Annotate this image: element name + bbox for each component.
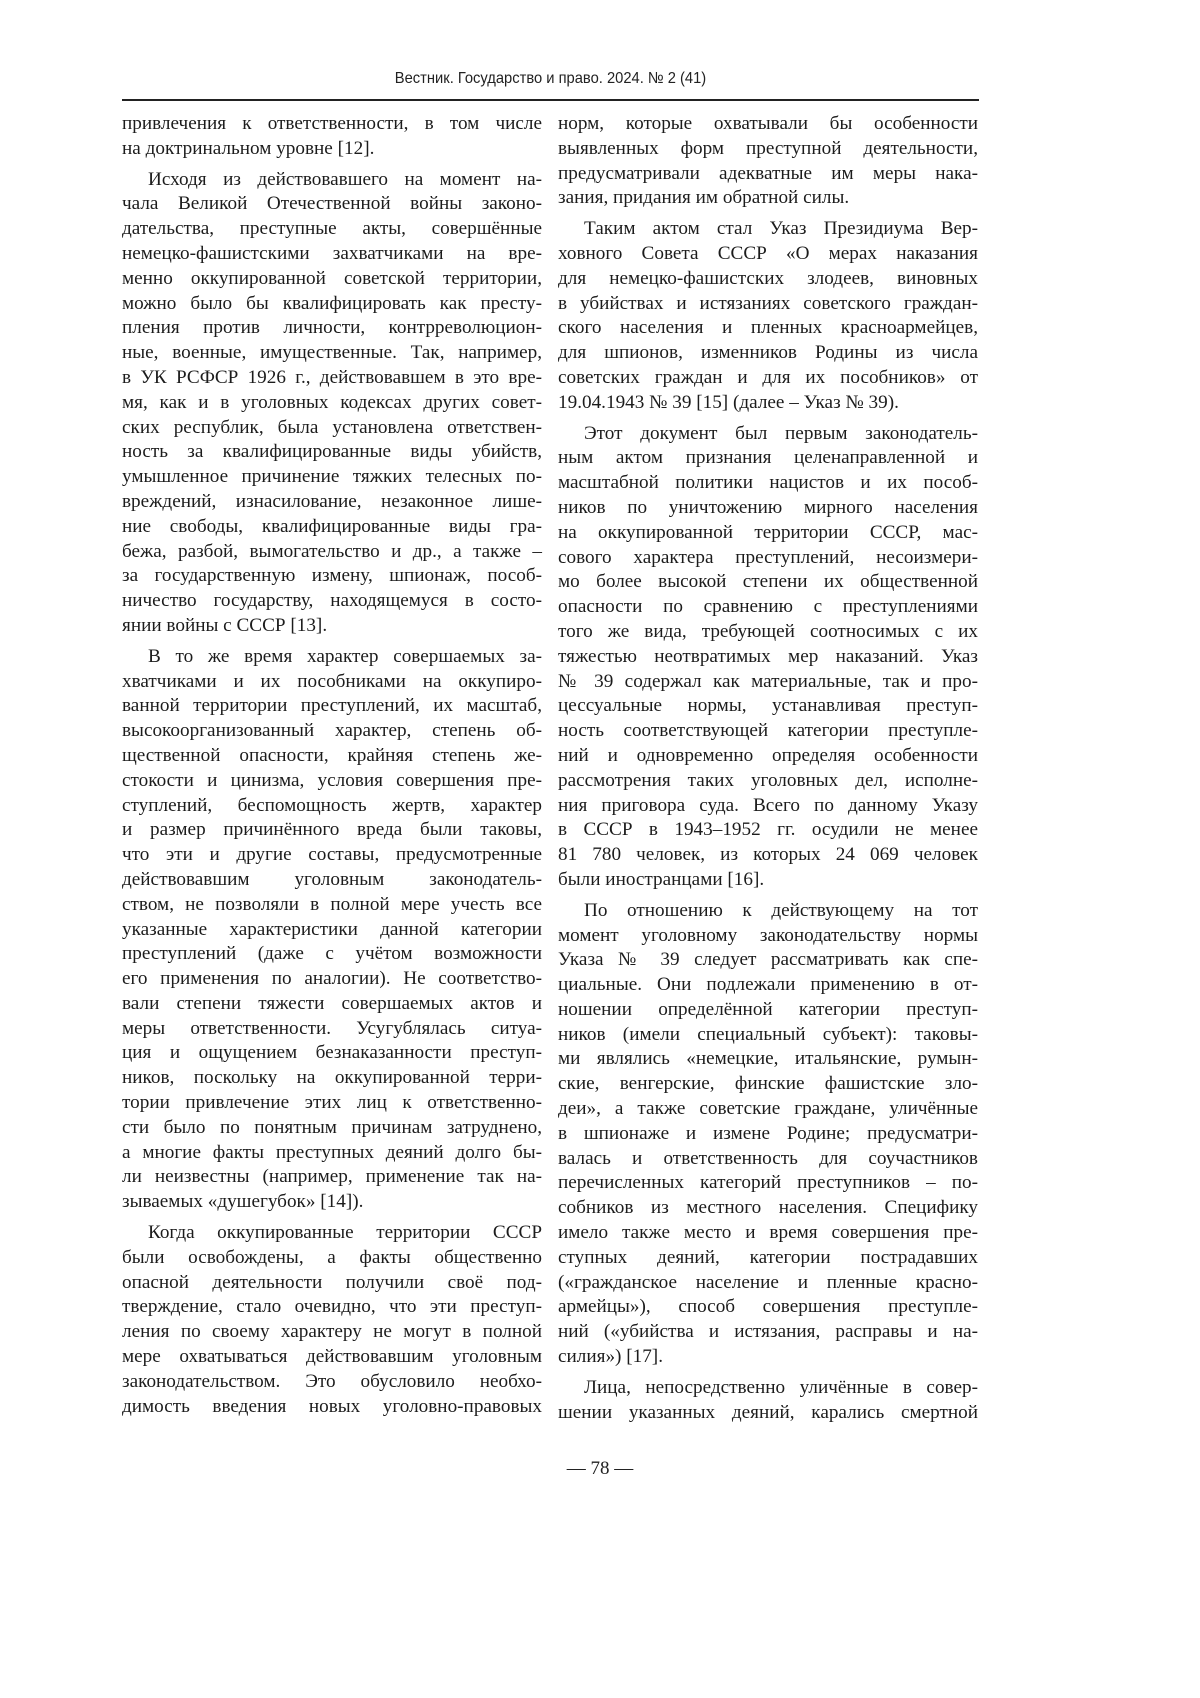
paragraph — [122, 168, 542, 639]
text-line: немецко-фашистскими захватчиками на вре- — [122, 242, 542, 267]
text-line: вали степени тяжести совершаемых актов и — [122, 992, 542, 1017]
text-line: на доктринальном уровне [12]. — [122, 137, 542, 162]
paragraph — [558, 1376, 978, 1426]
text-line: ников (имели специальный субъект): таковы- — [558, 1023, 978, 1048]
text-line: тяжестью неотвратимых мер наказаний. Указ — [558, 645, 978, 670]
text-line: № 39 содержал как материальные, так и про- — [558, 670, 978, 695]
text-line: деи», а также советские граждане, уличённые — [558, 1097, 978, 1122]
text-line: законодательством. Это обусловило необхо- — [122, 1370, 542, 1395]
header-rule — [122, 99, 979, 101]
text-line: ние свободы, квалифицированные виды гра- — [122, 515, 542, 540]
running-header: Вестник. Государство и право. 2024. № 2 (41) — [156, 70, 944, 88]
text-line: ховного Совета СССР «О мерах наказания — [558, 242, 978, 267]
text-line: вреждений, изнасилование, незаконное лише- — [122, 490, 542, 515]
text-line: для немецко-фашистских злодеев, виновных — [558, 267, 978, 292]
text-line: ничество государству, находящемуся в состо- — [122, 589, 542, 614]
page-number: — 78 — — [0, 1458, 1200, 1480]
text-line: янии войны с СССР [13]. — [122, 614, 542, 639]
text-line: Указа № 39 следует рассматривать как спе- — [558, 948, 978, 973]
text-line: ванной территории преступлений, их масштаб, — [122, 694, 542, 719]
text-line: Исходя из действовавшего на момент на- — [122, 168, 542, 193]
text-line: были иностранцами [16]. — [558, 868, 978, 893]
text-line: Этот документ был первым законодатель- — [558, 422, 978, 447]
text-line: димость введения новых уголовно-правовых — [122, 1395, 542, 1420]
text-line: сового характера преступлений, несоизмери- — [558, 546, 978, 571]
text-line: высокоорганизованный характер, степень об- — [122, 719, 542, 744]
text-line: цессуальные нормы, устанавливая преступ- — [558, 694, 978, 719]
text-line: ников, поскольку на оккупированной терри- — [122, 1066, 542, 1091]
text-line: в шпионаже и измене Родине; предусматри- — [558, 1122, 978, 1147]
paragraph — [122, 1221, 542, 1419]
text-line: ли неизвестны (например, применение так на- — [122, 1165, 542, 1190]
text-line: ников по уничтожению мирного населения — [558, 496, 978, 521]
text-line: действовавшим уголовным законодатель- — [122, 868, 542, 893]
left-column — [122, 112, 542, 1419]
text-line: В то же время характер совершаемых за- — [122, 645, 542, 670]
text-line: масштабной политики нацистов и их пособ- — [558, 471, 978, 496]
text-line: имело также место и время совершения пре- — [558, 1221, 978, 1246]
text-line: ний («убийства и истязания, расправы и на- — [558, 1320, 978, 1345]
text-line: можно было бы квалифицировать как престу- — [122, 292, 542, 317]
text-line: что эти и другие составы, предусмотренные — [122, 843, 542, 868]
text-line: того же вида, требующей соотносимых с их — [558, 620, 978, 645]
text-line: выявленных форм преступной деятельности, — [558, 137, 978, 162]
right-column — [558, 112, 978, 1425]
text-line: менно оккупированной советской территории, — [122, 267, 542, 292]
text-line: По отношению к действующему на тот — [558, 899, 978, 924]
text-line: ми являлись «немецкие, итальянские, румын- — [558, 1047, 978, 1072]
text-line: его применения по аналогии). Не соответство- — [122, 967, 542, 992]
text-line: бежа, разбой, вымогательство и др., а также – — [122, 540, 542, 565]
text-line: силия») [17]. — [558, 1345, 978, 1370]
text-line: в СССР в 1943–1952 гг. осудили не менее — [558, 818, 978, 843]
text-line: для шпионов, изменников Родины из числа — [558, 341, 978, 366]
text-line: преступлений (даже с учётом возможности — [122, 942, 542, 967]
paragraph — [122, 112, 542, 162]
text-line: мо более высокой степени их общественной — [558, 570, 978, 595]
text-line: опасной деятельности получили своё под- — [122, 1271, 542, 1296]
text-line: на оккупированной территории СССР, мас- — [558, 521, 978, 546]
text-line: зываемых «душегубок» [14]). — [122, 1190, 542, 1215]
text-line: мя, как и в уголовных кодексах других совет- — [122, 391, 542, 416]
text-line: Когда оккупированные территории СССР — [122, 1221, 542, 1246]
text-line: («гражданское население и пленные красно- — [558, 1271, 978, 1296]
text-line: предусматривали адекватные им меры нака- — [558, 162, 978, 187]
text-line: стокости и цинизма, условия совершения пре- — [122, 769, 542, 794]
text-line: ступных деяний, категории пострадавших — [558, 1246, 978, 1271]
text-line: в УК РСФСР 1926 г., действовавшем в это вре- — [122, 366, 542, 391]
text-line: норм, которые охватывали бы особенности — [558, 112, 978, 137]
text-line: тории привлечение этих лиц к ответственно- — [122, 1091, 542, 1116]
text-line: сти было по понятным причинам затруднено, — [122, 1116, 542, 1141]
text-line: ция и ощущением безнаказанности преступ- — [122, 1041, 542, 1066]
text-line: чала Великой Отечественной войны законо- — [122, 192, 542, 217]
text-line: момент уголовному законодательству нормы — [558, 924, 978, 949]
text-line: зания, придания им обратной силы. — [558, 186, 978, 211]
text-line: армейцы»), способ совершения преступле- — [558, 1295, 978, 1320]
text-line: Лица, непосредственно уличённые в совер- — [558, 1376, 978, 1401]
text-line: мере охватываться действовавшим уголовным — [122, 1345, 542, 1370]
text-line: рассмотрения таких уголовных дел, исполне- — [558, 769, 978, 794]
text-line: пления против личности, контрреволюцион- — [122, 316, 542, 341]
paragraph — [558, 422, 978, 893]
text-line: 81 780 человек, из которых 24 069 человек — [558, 843, 978, 868]
paragraph — [558, 112, 978, 211]
text-line: ным актом признания целенаправленной и — [558, 446, 978, 471]
text-line: ления по своему характеру не могут в полной — [122, 1320, 542, 1345]
text-line: ношении определённой категории преступ- — [558, 998, 978, 1023]
paragraph — [122, 645, 542, 1215]
text-line: опасности по сравнению с преступлениями — [558, 595, 978, 620]
text-line: хватчиками и их пособниками на оккупиро- — [122, 670, 542, 695]
text-line: валась и ответственность для соучастников — [558, 1147, 978, 1172]
text-line: Таким актом стал Указ Президиума Вер- — [558, 217, 978, 242]
text-line: дательства, преступные акты, совершённые — [122, 217, 542, 242]
paragraph — [558, 217, 978, 415]
text-line: советских граждан и для их пособников» от — [558, 366, 978, 391]
text-line: в убийствах и истязаниях советского граждан- — [558, 292, 978, 317]
text-line: перечисленных категорий преступников – по- — [558, 1171, 978, 1196]
paragraph — [558, 899, 978, 1370]
text-line: ских республик, была установлена ответствен- — [122, 416, 542, 441]
text-line: за государственную измену, шпионаж, пособ- — [122, 564, 542, 589]
text-line: умышленное причинение тяжких телесных по- — [122, 465, 542, 490]
text-line: ступлений, беспомощность жертв, характер — [122, 794, 542, 819]
text-line: указанные характеристики данной категории — [122, 918, 542, 943]
text-line: 19.04.1943 № 39 [15] (далее – Указ № 39). — [558, 391, 978, 416]
text-line: щественной опасности, крайняя степень же- — [122, 744, 542, 769]
text-line: тверждение, стало очевидно, что эти преступ- — [122, 1295, 542, 1320]
text-line: ского населения и пленных красноармейцев, — [558, 316, 978, 341]
text-line: меры ответственности. Усугублялась ситуа- — [122, 1017, 542, 1042]
text-line: ные, военные, имущественные. Так, например, — [122, 341, 542, 366]
text-line: а многие факты преступных деяний долго бы- — [122, 1141, 542, 1166]
text-line: ством, не позволяли в полной мере учесть все — [122, 893, 542, 918]
text-line: собников из местного населения. Специфику — [558, 1196, 978, 1221]
text-line: ний и одновременно определяя особенности — [558, 744, 978, 769]
text-line: ния приговора суда. Всего по данному Указу — [558, 794, 978, 819]
text-line: были освобождены, а факты общественно — [122, 1246, 542, 1271]
text-line: шении указанных деяний, карались смертной — [558, 1401, 978, 1426]
text-line: ские, венгерские, финские фашистские зло- — [558, 1072, 978, 1097]
text-line: ность за квалифицированные виды убийств, — [122, 440, 542, 465]
text-line: привлечения к ответственности, в том числе — [122, 112, 542, 137]
text-line: циальные. Они подлежали применению в от- — [558, 973, 978, 998]
text-line: ность соответствующей категории преступле- — [558, 719, 978, 744]
text-line: и размер причинённого вреда были таковы, — [122, 818, 542, 843]
